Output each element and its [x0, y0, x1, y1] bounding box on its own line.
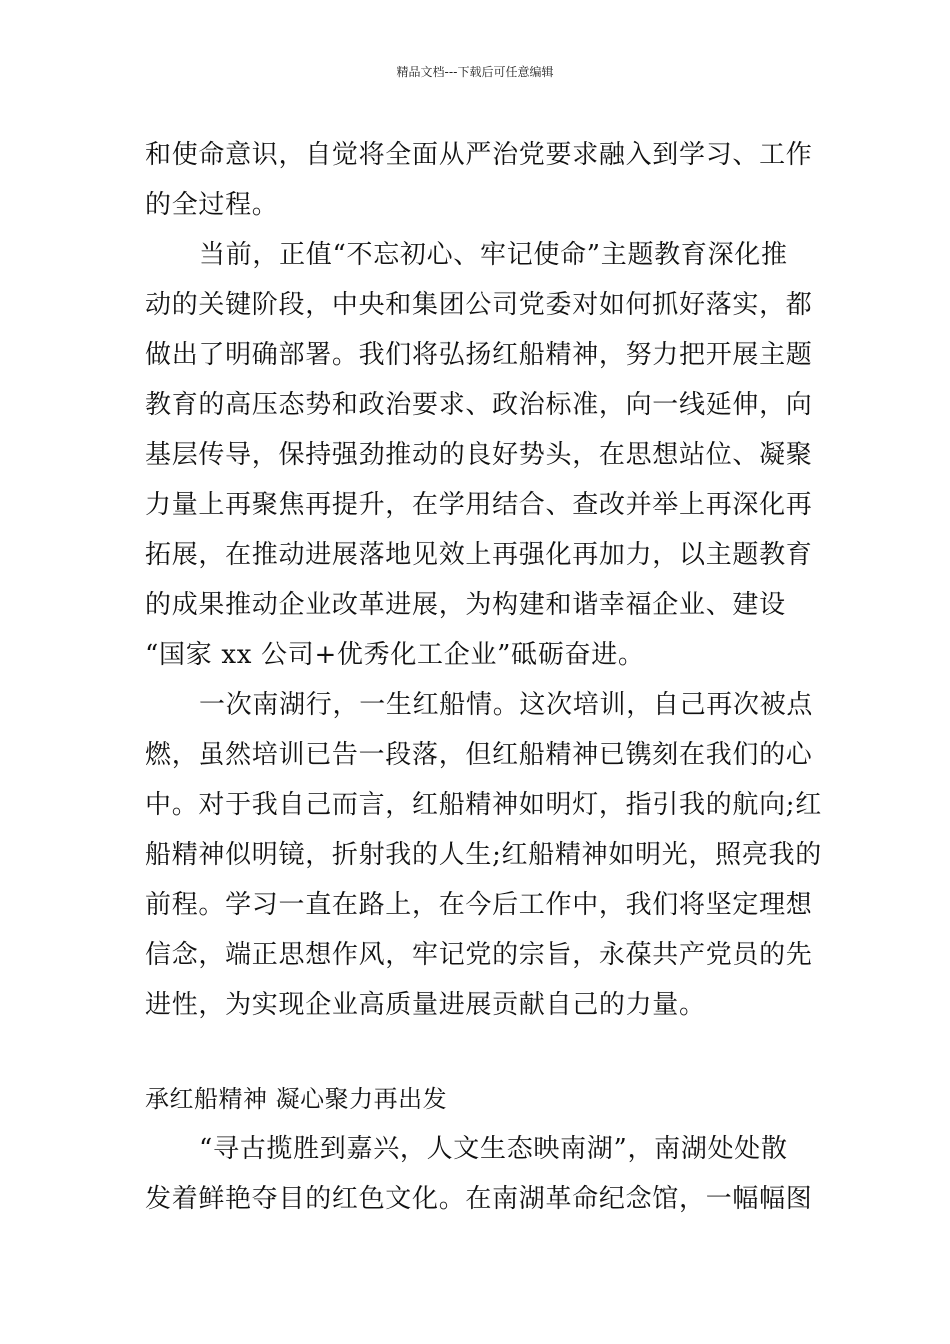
paragraph-line: 发着鲜艳夺目的红色文化。在南湖革命纪念馆，一幅幅图: [145, 1184, 813, 1214]
paragraph-2: [145, 230, 815, 680]
paragraph-line: 的全过程。: [145, 190, 279, 220]
paragraph-line: 前程。学习一直在路上，在今后工作中，我们将坚定理想: [145, 890, 813, 920]
paragraph-line: 的成果推动企业改革进展，为构建和谐幸福企业、建设: [145, 590, 786, 620]
section-gap: [145, 1030, 815, 1074]
paragraph-line: 教育的高压态势和政治要求、政治标准，向一线延伸，向: [145, 390, 813, 420]
paragraph-line: “国家 xx 公司+优秀化工企业”砥砺奋进。: [145, 640, 645, 670]
section-title: 承红船精神 凝心聚力再出发: [145, 1085, 448, 1113]
paragraph-line: 中。对于我自己而言，红船精神如明灯，指引我的航向;红: [145, 790, 822, 820]
paragraph-line: 和使命意识，自觉将全面从严治党要求融入到学习、工作: [145, 140, 813, 170]
paragraph-line: 一次南湖行，一生红船情。这次培训，自己再次被点: [199, 690, 814, 720]
paragraph-line: 拓展，在推动进展落地见效上再强化再加力，以主题教育: [145, 540, 813, 570]
paragraph-line: 进性，为实现企业高质量进展贡献自己的力量。: [145, 990, 706, 1020]
document-body: [145, 130, 822, 1224]
paragraph-1: [145, 130, 815, 230]
paragraph-line: 燃，虽然培训已告一段落，但红船精神已镌刻在我们的心: [145, 740, 813, 770]
paragraph-line: 动的关键阶段，中央和集团公司党委对如何抓好落实，都: [145, 290, 813, 320]
paragraph-line: 力量上再聚焦再提升，在学用结合、查改并举上再深化再: [145, 490, 813, 520]
paragraph-line: 做出了明确部署。我们将弘扬红船精神，努力把开展主题: [145, 340, 813, 370]
paragraph-4: [145, 1124, 815, 1224]
paragraph-line: 船精神似明镜，折射我的人生;红船精神如明光，照亮我的: [145, 840, 822, 870]
paragraph-line: 信念，端正思想作风，牢记党的宗旨，永葆共产党员的先: [145, 940, 813, 970]
paragraph-line: 基层传导，保持强劲推动的良好势头，在思想站位、凝聚: [145, 440, 813, 470]
paragraph-3: [145, 680, 822, 1030]
paragraph-line: 当前，正值“不忘初心、牢记使命”主题教育深化推: [199, 240, 788, 270]
page-header: 精品文档---下载后可任意编辑: [396, 65, 554, 79]
paragraph-line: “寻古揽胜到嘉兴，人文生态映南湖”，南湖处处散: [199, 1134, 788, 1164]
